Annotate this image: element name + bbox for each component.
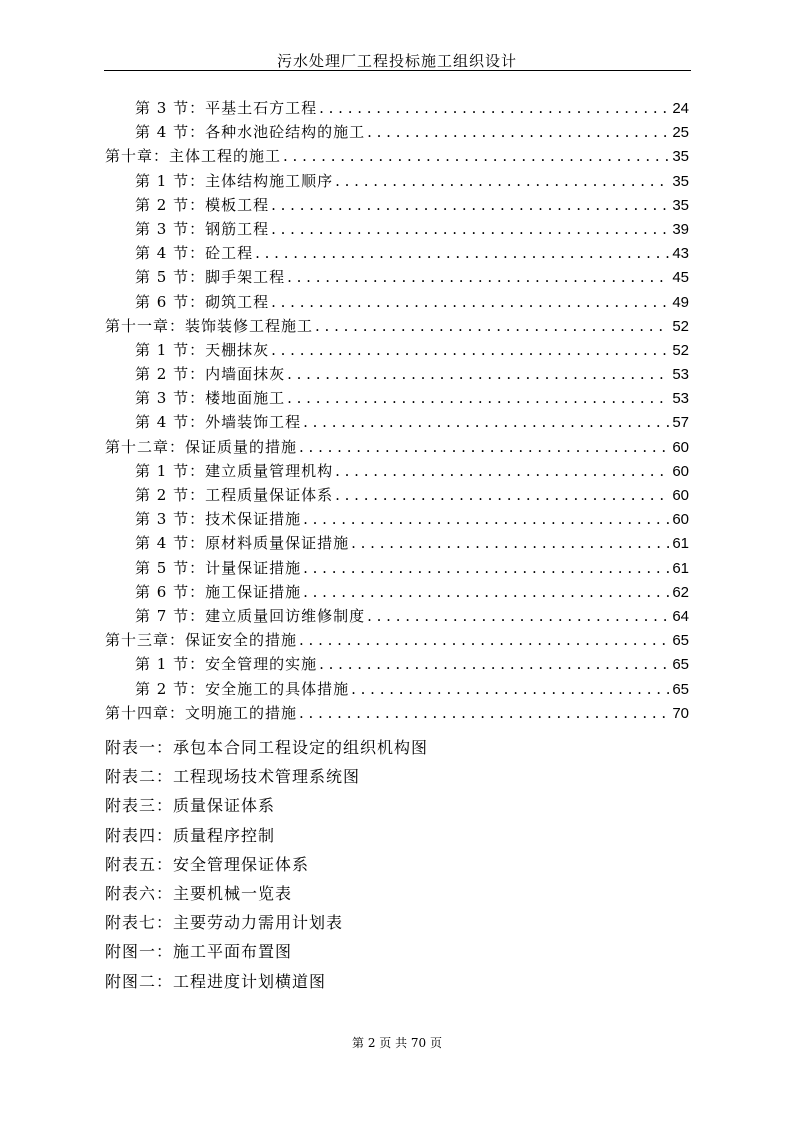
toc-entry-label: 第 3 节：钢筋工程	[135, 219, 270, 238]
toc-chapter-entry[interactable]	[105, 435, 689, 459]
toc-dot-leader	[303, 507, 669, 531]
toc-section-entry[interactable]	[105, 362, 689, 386]
toc-entry-label: 第 4 节：原材料质量保证措施	[135, 534, 350, 553]
toc-section-entry[interactable]	[105, 290, 689, 314]
toc-dot-leader	[283, 144, 669, 168]
page-footer: 第 2 页 共 70 页	[352, 1036, 442, 1050]
toc-dot-leader	[299, 701, 669, 725]
toc-dot-leader	[367, 604, 669, 628]
toc-section-entry[interactable]	[105, 217, 689, 241]
toc-entry-page-number: 65	[672, 632, 689, 650]
toc-entry-page-number: 35	[672, 196, 689, 214]
toc-entry-label: 第 5 节：脚手架工程	[135, 268, 286, 287]
toc-entry-page-number: 35	[672, 172, 689, 190]
toc-section-entry[interactable]	[105, 604, 689, 628]
appendix-item: 附表五：安全管理保证体系	[105, 854, 310, 874]
toc-entry-label: 第 4 节：砼工程	[135, 244, 254, 263]
toc-section-entry[interactable]	[105, 410, 689, 434]
toc-section-entry[interactable]	[105, 459, 689, 483]
toc-entry-label: 第 2 节：内墙面抹灰	[135, 365, 286, 384]
toc-section-entry[interactable]	[105, 556, 689, 580]
toc-dot-leader	[303, 556, 669, 580]
toc-section-entry[interactable]	[105, 120, 689, 144]
toc-entry-page-number: 64	[672, 607, 689, 625]
toc-dot-leader	[303, 410, 669, 434]
toc-entry-label: 第 1 节：主体结构施工顺序	[135, 171, 334, 190]
toc-dot-leader	[287, 362, 669, 386]
toc-entry-label: 第 4 节：外墙装饰工程	[135, 413, 302, 432]
toc-entry-page-number: 49	[672, 293, 689, 311]
toc-entry-label: 第 2 节：工程质量保证体系	[135, 486, 334, 504]
toc-section-entry[interactable]	[105, 96, 689, 120]
toc-dot-leader	[299, 435, 669, 459]
toc-section-entry[interactable]	[105, 338, 689, 362]
toc-entry-page-number: 39	[672, 220, 689, 238]
toc-section-entry[interactable]	[105, 677, 689, 701]
appendix-item: 附表六：主要机械一览表	[105, 883, 293, 903]
toc-dot-leader	[299, 628, 669, 652]
toc-entry-page-number: 62	[672, 583, 689, 601]
toc-section-entry[interactable]	[105, 386, 689, 410]
appendix-item: 附表三：质量保证体系	[105, 796, 276, 816]
toc-entry-label: 第 1 节：建立质量管理机构	[135, 461, 334, 480]
toc-entry-page-number: 43	[672, 245, 689, 263]
toc-entry-label: 第 2 节：安全施工的具体措施	[135, 679, 350, 698]
toc-section-entry[interactable]	[105, 169, 689, 193]
toc-entry-page-number: 61	[672, 559, 689, 577]
toc-entry-label: 第 1 节：天棚抹灰	[135, 340, 270, 359]
toc-entry-label: 第十一章：装饰装修工程施工	[105, 316, 314, 335]
toc-dot-leader	[335, 459, 669, 483]
toc-dot-leader	[271, 217, 669, 241]
appendix-list	[105, 733, 428, 996]
toc-chapter-entry[interactable]	[105, 628, 689, 652]
toc-entry-page-number: 52	[672, 317, 689, 335]
toc-entry-page-number: 35	[672, 148, 689, 166]
toc-entry-page-number: 53	[672, 390, 689, 408]
toc-section-entry[interactable]	[105, 483, 689, 507]
toc-entry-label: 第 5 节：计量保证措施	[135, 558, 302, 577]
toc-dot-leader	[335, 169, 669, 193]
toc-entry-label: 第 6 节：砌筑工程	[135, 292, 270, 311]
toc-section-entry[interactable]	[105, 265, 689, 289]
appendix-item: 附表七：主要劳动力需用计划表	[105, 913, 344, 933]
header-divider	[104, 70, 691, 71]
toc-entry-label: 第十三章：保证安全的措施	[105, 631, 298, 650]
table-of-contents	[105, 96, 689, 725]
appendix-item: 附表四：质量程序控制	[105, 825, 276, 845]
toc-section-entry[interactable]	[105, 193, 689, 217]
toc-dot-leader	[351, 677, 669, 701]
appendix-item: 附表二：工程现场技术管理系统图	[105, 767, 361, 787]
toc-entry-page-number: 53	[672, 366, 689, 384]
toc-entry-page-number: 52	[672, 341, 689, 359]
toc-entry-page-number: 60	[672, 487, 689, 504]
toc-section-entry[interactable]	[105, 241, 689, 265]
toc-dot-leader	[351, 531, 669, 555]
page-header-title: 污水处理厂工程投标施工组织设计	[276, 52, 517, 70]
toc-dot-leader	[303, 580, 669, 604]
appendix-item: 附表一：承包本合同工程设定的组织机构图	[105, 738, 429, 757]
toc-entry-page-number: 24	[672, 100, 689, 117]
toc-entry-page-number: 45	[672, 269, 689, 287]
toc-section-entry[interactable]	[105, 652, 689, 676]
toc-dot-leader	[271, 338, 669, 362]
toc-entry-label: 第十二章：保证质量的措施	[105, 437, 298, 456]
toc-dot-leader	[271, 193, 669, 217]
toc-dot-leader	[287, 386, 669, 410]
toc-chapter-entry[interactable]	[105, 144, 689, 168]
toc-dot-leader	[315, 314, 669, 338]
toc-entry-label: 第 4 节：各种水池砼结构的施工	[135, 123, 366, 142]
toc-dot-leader	[335, 483, 669, 507]
toc-entry-page-number: 25	[672, 124, 689, 142]
toc-entry-label: 第 1 节：安全管理的实施	[135, 655, 318, 674]
toc-entry-page-number: 65	[672, 656, 689, 674]
toc-chapter-entry[interactable]	[105, 314, 689, 338]
toc-entry-label: 第十章：主体工程的施工	[105, 147, 282, 166]
toc-entry-page-number: 60	[672, 462, 689, 480]
toc-entry-page-number: 60	[672, 438, 689, 456]
toc-dot-leader	[255, 241, 669, 265]
toc-entry-label: 第 3 节：平基土石方工程	[135, 99, 318, 117]
toc-entry-label: 第十四章：文明施工的措施	[105, 703, 298, 722]
toc-section-entry[interactable]	[105, 580, 689, 604]
toc-entry-page-number: 70	[672, 704, 689, 722]
toc-entry-label: 第 6 节：施工保证措施	[135, 582, 302, 601]
toc-dot-leader	[367, 120, 669, 144]
toc-entry-label: 第 2 节：模板工程	[135, 195, 270, 214]
toc-entry-page-number: 61	[672, 535, 689, 553]
toc-entry-label: 第 3 节：楼地面施工	[135, 389, 286, 408]
toc-chapter-entry[interactable]	[105, 701, 689, 725]
toc-entry-page-number: 60	[672, 511, 689, 529]
toc-section-entry[interactable]	[105, 507, 689, 531]
toc-dot-leader	[287, 265, 669, 289]
toc-section-entry[interactable]	[105, 531, 689, 555]
toc-dot-leader	[271, 290, 669, 314]
toc-entry-page-number: 57	[672, 414, 689, 432]
toc-entry-label: 第 3 节：技术保证措施	[135, 510, 302, 529]
toc-dot-leader	[319, 652, 669, 676]
toc-entry-label: 第 7 节：建立质量回访维修制度	[135, 606, 366, 625]
appendix-item: 附图一：施工平面布置图	[105, 942, 293, 962]
toc-entry-page-number: 65	[672, 680, 689, 698]
toc-dot-leader	[319, 96, 669, 120]
appendix-item: 附图二：工程进度计划横道图	[105, 971, 327, 991]
